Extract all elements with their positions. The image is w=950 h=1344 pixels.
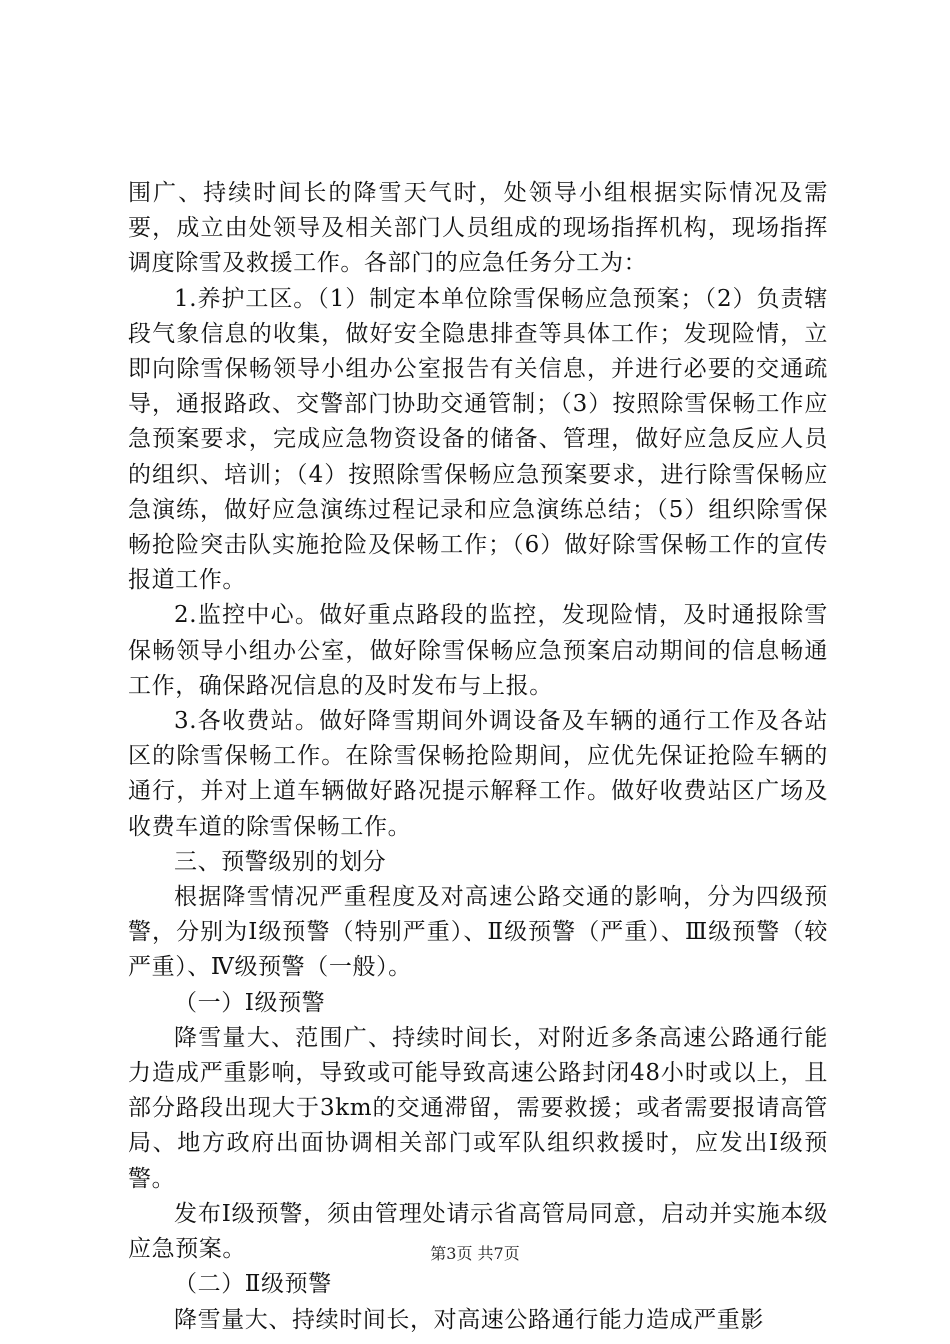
paragraph-level-1-release: 发布Ⅰ级预警，须由管理处请示省高管局同意，启动并实施本级应急预案。: [128, 1200, 828, 1263]
paragraph-level-1-conditions: 降雪量大、范围广、持续时间长，对附近多条高速公路通行能力造成严重影响，导致或可能导致高速公路封闭48小时或以上，且部分路段出现大于3km的交通滞留，需要救援；或者需要报请高管局、地方政府出面协调相关部门或军队组织救援时，应发出Ⅰ级预警。: [128, 1024, 828, 1192]
paragraph-warning-levels-intro: 根据降雪情况严重程度及对高速公路交通的影响，分为四级预警，分别为Ⅰ级预警（特别严重）、Ⅱ级预警（严重）、Ⅲ级预警（较严重）、Ⅳ级预警（一般）。: [128, 884, 828, 981]
subheading-level-1-warning: （一）Ⅰ级预警: [174, 989, 326, 1016]
document-body: [128, 176, 828, 1338]
page-number-footer: 第3页 共7页: [430, 1244, 520, 1263]
paragraph-toll-stations: 3.各收费站。做好降雪期间外调设备及车辆的通行工作及各站区的除雪保畅工作。在除雪保畅抢险期间，应优先保证抢险车辆的通行，并对上道车辆做好路况提示解释工作。做好收费站区广场及收费车道的除雪保畅工作。: [128, 708, 828, 840]
subheading-level-2-warning: （二）Ⅱ级预警: [174, 1271, 332, 1298]
section-heading-warning-levels: 三、预警级别的划分: [174, 848, 387, 875]
paragraph-level-2-conditions: 降雪量大、持续时间长，对高速公路通行能力造成严重影: [174, 1306, 764, 1333]
paragraph-maintenance-area: 1.养护工区。（1）制定本单位除雪保畅应急预案；（2）负责辖段气象信息的收集，做好安全隐患排查等具体工作；发现险情，立即向除雪保畅领导小组办公室报告有关信息，并进行必要的交通疏导，通报路政、交警部门协助交通管制；（3）按照除雪保畅工作应急预案要求，完成应急物资设备的储备、管理，做好应急反应人员的组织、培训；（4）按照除雪保畅应急预案要求，进行除雪保畅应急演练，做好应急演练过程记录和应急演练总结；（5）组织除雪保畅抢险突击队实施抢险及保畅工作；（6）做好除雪保畅工作的宣传报道工作。: [128, 285, 828, 594]
paragraph-monitoring-center: 2.监控中心。做好重点路段的监控，发现险情，及时通报除雪保畅领导小组办公室，做好除雪保畅应急预案启动期间的信息畅通工作，确保路况信息的及时发布与上报。: [128, 602, 828, 699]
paragraph-continuation: 围广、持续时间长的降雪天气时，处领导小组根据实际情况及需要，成立由处领导及相关部门人员组成的现场指挥机构，现场指挥调度除雪及救援工作。各部门的应急任务分工为：: [128, 180, 828, 277]
